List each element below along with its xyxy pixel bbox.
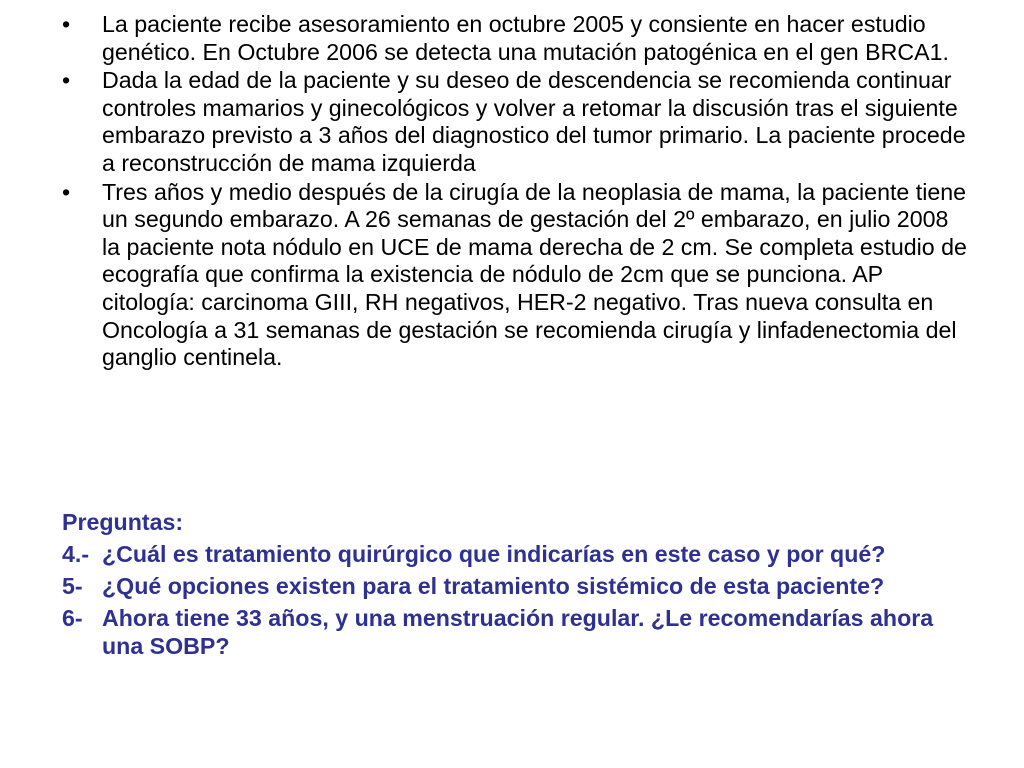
question-number: 5- xyxy=(62,573,83,599)
questions-title: Preguntas: xyxy=(62,509,184,535)
question-text: Ahora tiene 33 años, y una menstruación regular. ¿Le recomendarías ahora una SOBP? xyxy=(102,605,934,659)
question-number: 4.- xyxy=(62,541,90,567)
question-text: ¿Qué opciones existen para el tratamiento sistémico de esta paciente? xyxy=(102,573,885,599)
bullet-icon: • xyxy=(62,11,71,37)
case-bullet-text: Dada la edad de la paciente y su deseo de descendencia se recomienda continuar controles mamarios y ginecológicos y volver a retomar la discusión tras el siguiente embarazo previsto a 3 años del diagnostico del tumor primario. La paciente procede a reconstrucción de mama izquierda xyxy=(102,67,966,176)
question-text: ¿Cuál es tratamiento quirúrgico que indicarías en este caso y por qué? xyxy=(102,541,886,567)
question-number: 6- xyxy=(62,605,83,631)
question-item xyxy=(62,604,972,660)
case-bullet-item xyxy=(62,179,972,372)
case-bullet-text: Tres años y medio después de la cirugía de la neoplasia de mama, la paciente tiene un segundo embarazo. A 26 semanas de gestación del 2º embarazo, en julio 2008 la paciente nota nódulo en UCE de mama derecha de 2 cm. Se completa estudio de ecografía que confirma la existencia de nódulo de 2cm que se punciona. AP citología: carcinoma GIII, RH negativos, HER-2 negativo. Tras nueva consulta en Oncología a 31 semanas de gestación se recomienda cirugía y linfadenectomia del ganglio centinela. xyxy=(102,178,967,371)
question-item xyxy=(62,540,972,568)
case-bullet-item xyxy=(62,67,972,177)
questions-section xyxy=(62,508,972,664)
case-bullet-list xyxy=(62,11,972,373)
case-bullet-text: La paciente recibe asesoramiento en octubre 2005 y consiente en hacer estudio genético. En Octubre 2006 se detecta una mutación patogénica en el gen BRCA1. xyxy=(102,11,949,65)
case-bullet-item xyxy=(62,11,972,66)
question-item xyxy=(62,572,972,600)
bullet-icon: • xyxy=(62,67,71,94)
bullet-icon: • xyxy=(62,178,71,205)
